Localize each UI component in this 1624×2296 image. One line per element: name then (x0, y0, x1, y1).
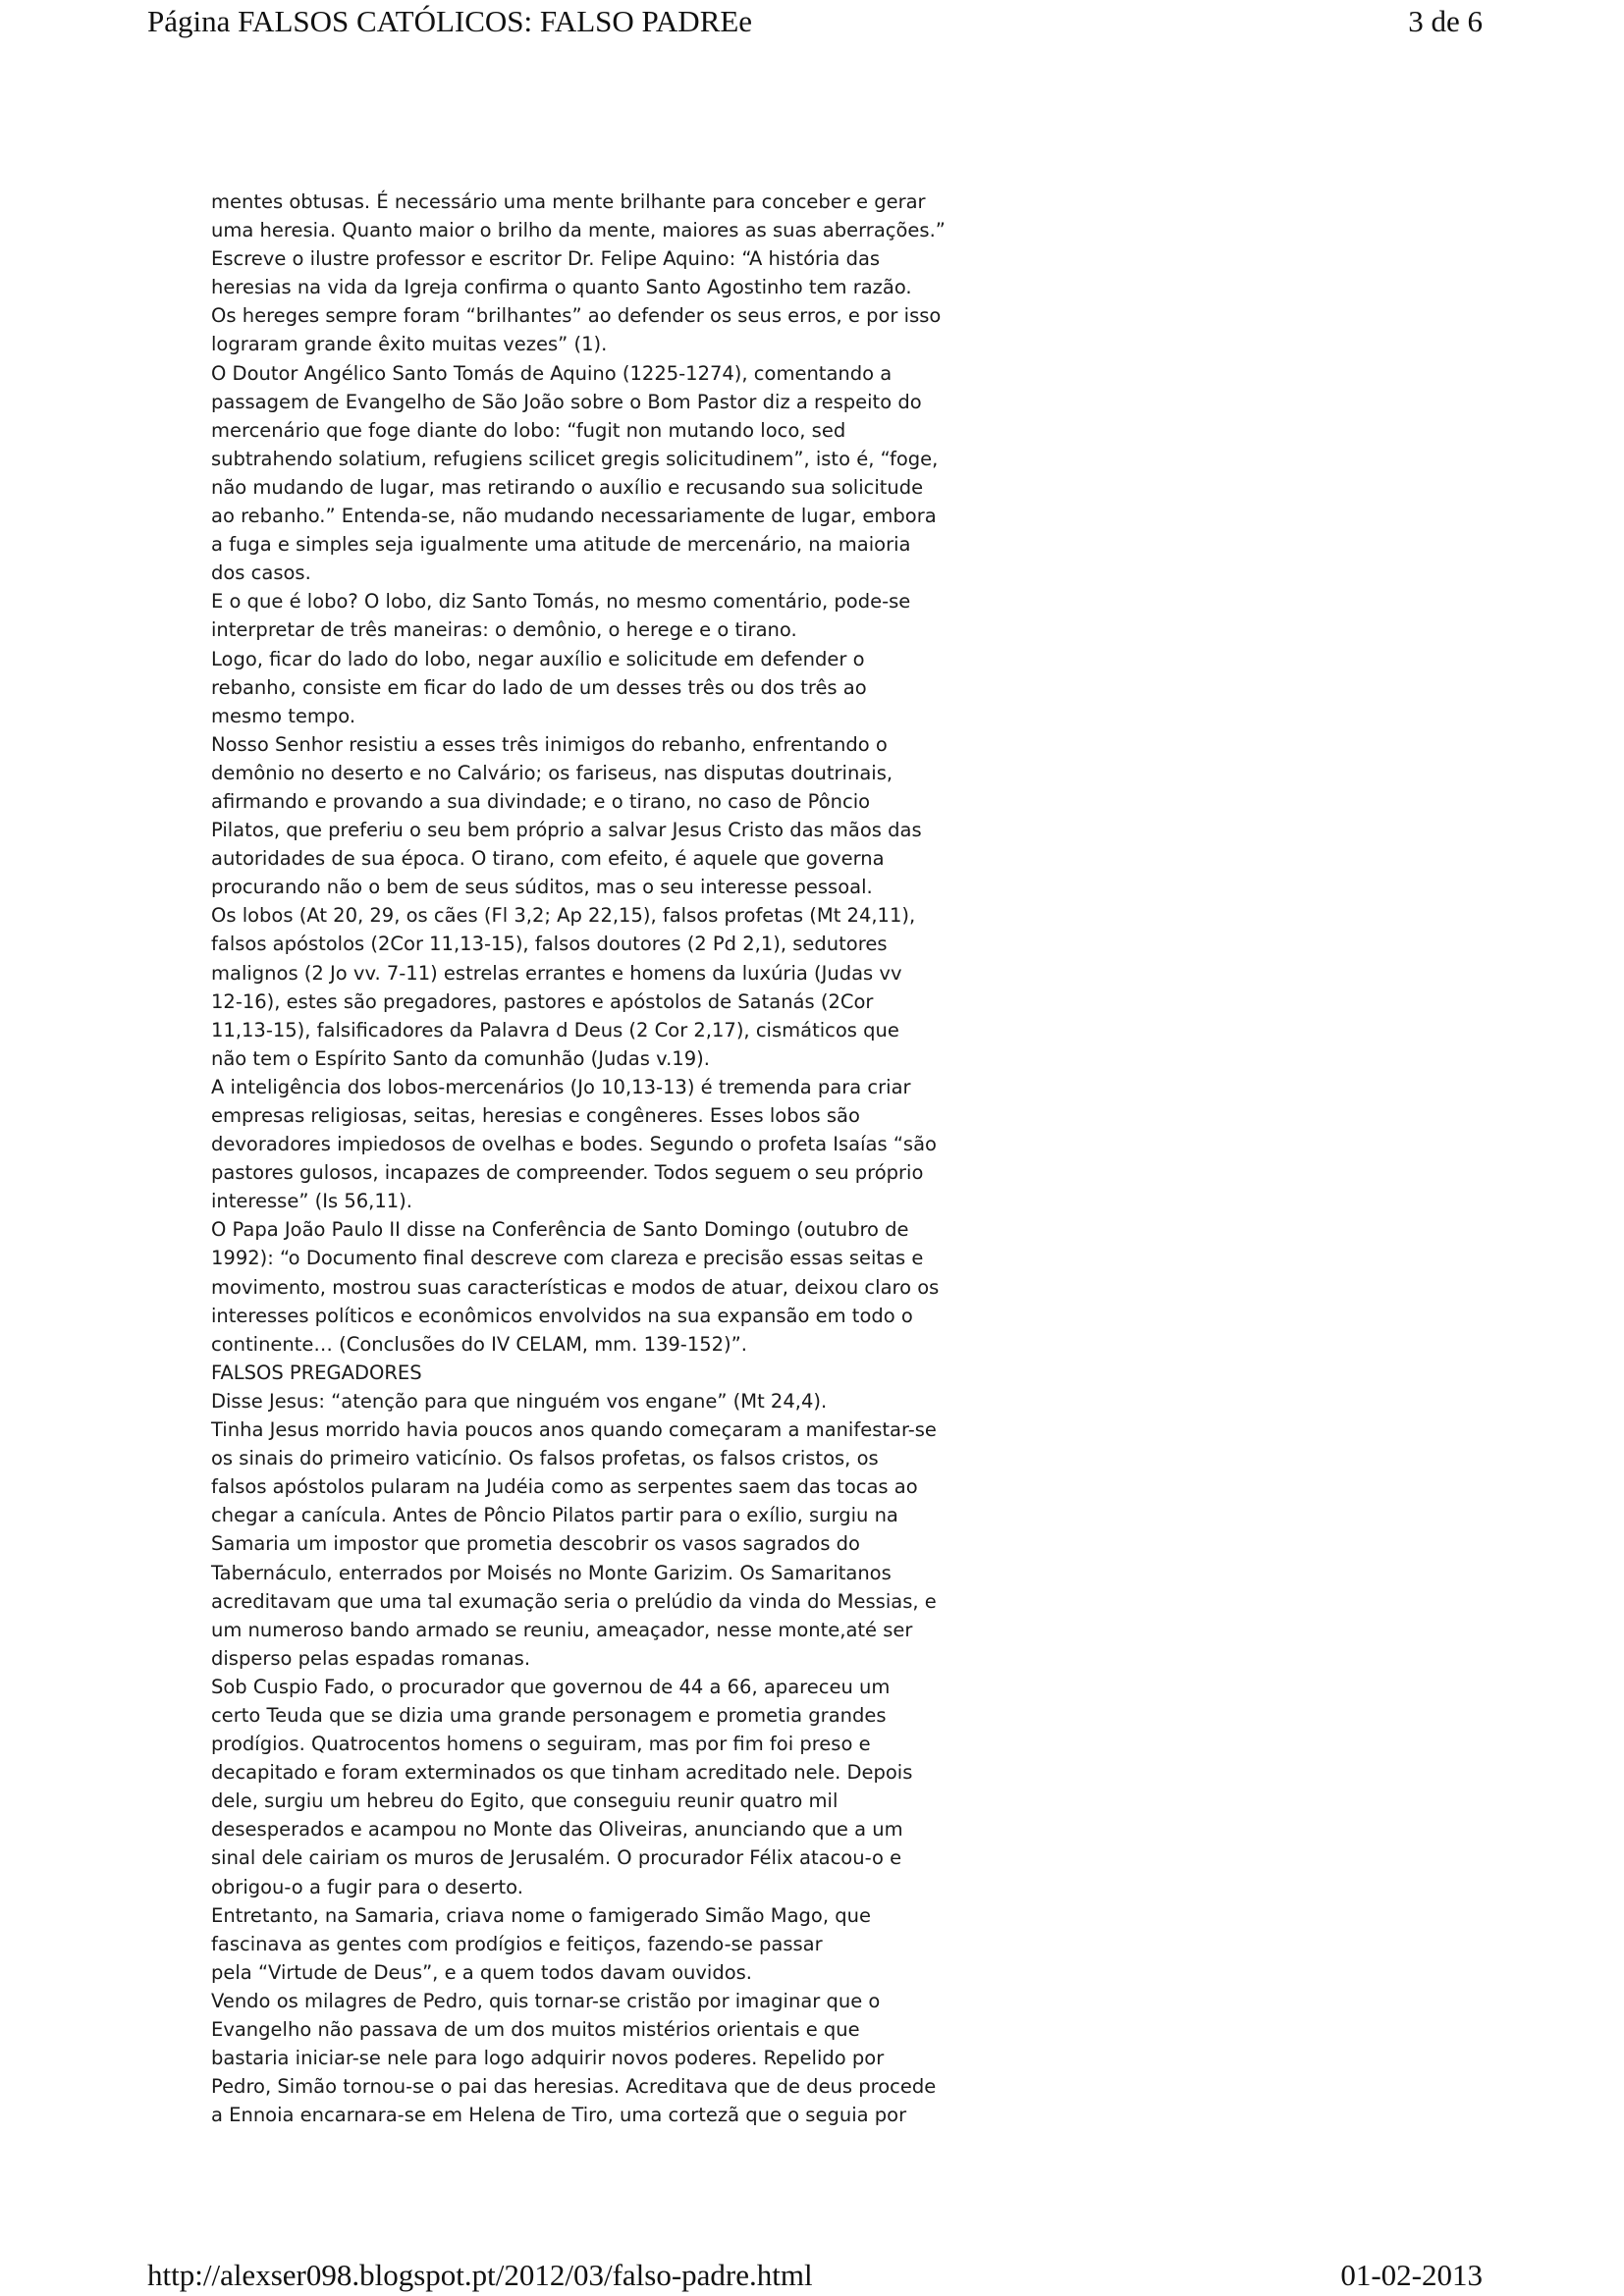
text-line: sinal dele cairiam os muros de Jerusalém. O procurador Félix atacou-o e (211, 1846, 902, 1870)
text-line: FALSOS PREGADORES (211, 1361, 422, 1384)
text-line: bastaria iniciar-se nele para logo adquirir novos poderes. Repelido por (211, 2047, 885, 2070)
text-line: heresias na vida da Igreja confirma o quanto Santo Agostinho tem razão. (211, 276, 912, 299)
text-line: movimento, mostrou suas características e modos de atuar, deixou claro os (211, 1275, 940, 1299)
text-line: E o que é lobo? O lobo, diz Santo Tomás, no mesmo comentário, pode-se (211, 590, 911, 614)
text-line: Escreve o ilustre professor e escritor Dr. Felipe Aquino: “A história das (211, 247, 881, 271)
text-line: um numeroso bando armado se reuniu, ameaçador, nesse monte,até ser (211, 1618, 913, 1641)
text-line: mentes obtusas. É necessário uma mente brilhante para conceber e gerar (211, 190, 926, 213)
text-line: falsos apóstolos (2Cor 11,13-15), falsos doutores (2 Pd 2,1), sedutores (211, 933, 888, 956)
text-line: fascinava as gentes com prodígios e feitiços, fazendo-se passar (211, 1932, 823, 1955)
text-line: passagem de Evangelho de São João sobre o Bom Pastor diz a respeito do (211, 390, 922, 413)
text-line: Pedro, Simão tornou-se o pai das heresias. Acreditava que de deus procede (211, 2075, 937, 2099)
text-line: 11,13-15), falsificadores da Palavra d Deus (2 Cor 2,17), cismáticos que (211, 1018, 899, 1041)
text-line: prodígios. Quatrocentos homens o seguiram, mas por fim foi preso e (211, 1733, 871, 1756)
text-line: os sinais do primeiro vaticínio. Os falsos profetas, os falsos cristos, os (211, 1447, 879, 1470)
text-line: mercenário que foge diante do lobo: “fugit non mutando loco, sed (211, 418, 846, 442)
text-line: interpretar de três maneiras: o demônio, o herege e o tirano. (211, 618, 797, 642)
text-line: A inteligência dos lobos-mercenários (Jo 10,13-13) é tremenda para criar (211, 1075, 911, 1098)
text-line: Samaria um impostor que prometia descobrir os vasos sagrados do (211, 1532, 860, 1556)
text-line: obrigou-o a fugir para o deserto. (211, 1875, 523, 1898)
text-line: pastores gulosos, incapazes de compreender. Todos seguem o seu próprio (211, 1161, 924, 1185)
text-line: Pilatos, que preferiu o seu bem próprio a salvar Jesus Cristo das mãos das (211, 819, 922, 842)
text-line: interesse” (Is 56,11). (211, 1190, 412, 1213)
text-line: decapitado e foram exterminados os que tinham acreditado nele. Depois (211, 1761, 913, 1785)
text-line: Nosso Senhor resistiu a esses três inimigos do rebanho, enfrentando o (211, 732, 888, 756)
text-line: a Ennoia encarnara-se em Helena de Tiro, uma cortezã que o seguia por (211, 2104, 907, 2127)
text-line: 12-16), estes são pregadores, pastores e apóstolos de Satanás (2Cor (211, 989, 874, 1013)
text-line: dele, surgiu um hebreu do Egito, que conseguiu reunir quatro mil (211, 1789, 839, 1813)
text-line: O Papa João Paulo II disse na Conferência de Santo Domingo (outubro de (211, 1218, 909, 1242)
print-date: 01-02-2013 (1340, 2258, 1483, 2292)
page-title: Página FALSOS CATÓLICOS: FALSO PADREe (147, 4, 753, 38)
text-line: O Doutor Angélico Santo Tomás de Aquino (1225-1274), comentando a (211, 361, 893, 385)
page-footer (147, 2258, 1483, 2296)
text-line: uma heresia. Quanto maior o brilho da mente, maiores as suas aberrações.” (211, 219, 946, 242)
text-line: rebanho, consiste em ficar do lado de um desses três ou dos três ao (211, 675, 867, 699)
text-line: dos casos. (211, 561, 311, 585)
text-line: Os lobos (At 20, 29, os cães (Fl 3,2; Ap 22,15), falsos profetas (Mt 24,11), (211, 904, 916, 928)
text-line: afirmando e provando a sua divindade; e o tirano, no caso de Pôncio (211, 789, 871, 813)
text-line: continente… (Conclusões do IV CELAM, mm. 139-152)”. (211, 1332, 747, 1356)
text-line: Sob Cuspio Fado, o procurador que governou de 44 a 66, apareceu um (211, 1675, 891, 1698)
text-line: não mudando de lugar, mas retirando o auxílio e recusando sua solicitude (211, 475, 924, 499)
article-body (211, 187, 1016, 2129)
text-line: lograram grande êxito muitas vezes” (1). (211, 333, 608, 356)
text-line: empresas religiosas, seitas, heresias e congêneres. Esses lobos são (211, 1104, 860, 1127)
text-line: pela “Virtude de Deus”, e a quem todos davam ouvidos. (211, 1960, 753, 1984)
text-line: desesperados e acampou no Monte das Oliveiras, anunciando que a um (211, 1818, 903, 1842)
text-line: chegar a canícula. Antes de Pôncio Pilatos partir para o exílio, surgiu na (211, 1504, 898, 1527)
text-line: disperso pelas espadas romanas. (211, 1646, 531, 1670)
text-line: ao rebanho.” Entenda-se, não mudando necessariamente de lugar, embora (211, 505, 937, 528)
page-header (147, 0, 1483, 43)
text-line: subtrahendo solatium, refugiens scilicet gregis solicitudinem”, isto é, “foge, (211, 447, 939, 470)
text-line: procurando não o bem de seus súditos, mas o seu interesse pessoal. (211, 876, 873, 899)
text-line: devoradores impiedosos de ovelhas e bodes. Segundo o profeta Isaías “são (211, 1133, 937, 1156)
text-line: mesmo tempo. (211, 704, 356, 727)
text-line: Logo, ficar do lado do lobo, negar auxílio e solicitude em defender o (211, 647, 865, 670)
text-line: Disse Jesus: “atenção para que ninguém vos engane” (Mt 24,4). (211, 1389, 828, 1413)
text-line: falsos apóstolos pularam na Judéia como as serpentes saem das tocas ao (211, 1475, 918, 1499)
text-line: 1992): “o Documento final descreve com clareza e precisão essas seitas e (211, 1247, 924, 1270)
text-line: Os hereges sempre foram “brilhantes” ao defender os seus erros, e por isso (211, 304, 942, 328)
text-line: Tabernáculo, enterrados por Moisés no Monte Garizim. Os Samaritanos (211, 1561, 892, 1584)
text-line: acreditavam que uma tal exumação seria o prelúdio da vinda do Messias, e (211, 1589, 937, 1613)
text-line: Tinha Jesus morrido havia poucos anos quando começaram a manifestar-se (211, 1418, 937, 1442)
text-line: não tem o Espírito Santo da comunhão (Judas v.19). (211, 1046, 710, 1070)
text-line: interesses políticos e econômicos envolvidos na sua expansão em todo o (211, 1304, 913, 1327)
text-line: Vendo os milagres de Pedro, quis tornar-se cristão por imaginar que o (211, 1989, 881, 2012)
text-line: autoridades de sua época. O tirano, com efeito, é aquele que governa (211, 847, 885, 871)
text-line: a fuga e simples seja igualmente uma atitude de mercenário, na maioria (211, 533, 911, 557)
text-line: malignos (2 Jo vv. 7-11) estrelas errantes e homens da luxúria (Judas vv (211, 961, 902, 985)
source-url: http://alexser098.blogspot.pt/2012/03/falso-padre.html (147, 2258, 813, 2292)
page-number: 3 de 6 (1408, 4, 1483, 38)
text-line: certo Teuda que se dizia uma grande personagem e prometia grandes (211, 1703, 887, 1727)
text-line: Entretanto, na Samaria, criava nome o famigerado Simão Mago, que (211, 1903, 871, 1927)
text-line: demônio no deserto e no Calvário; os fariseus, nas disputas doutrinais, (211, 761, 893, 784)
text-line: Evangelho não passava de um dos muitos mistérios orientais e que (211, 2018, 860, 2041)
